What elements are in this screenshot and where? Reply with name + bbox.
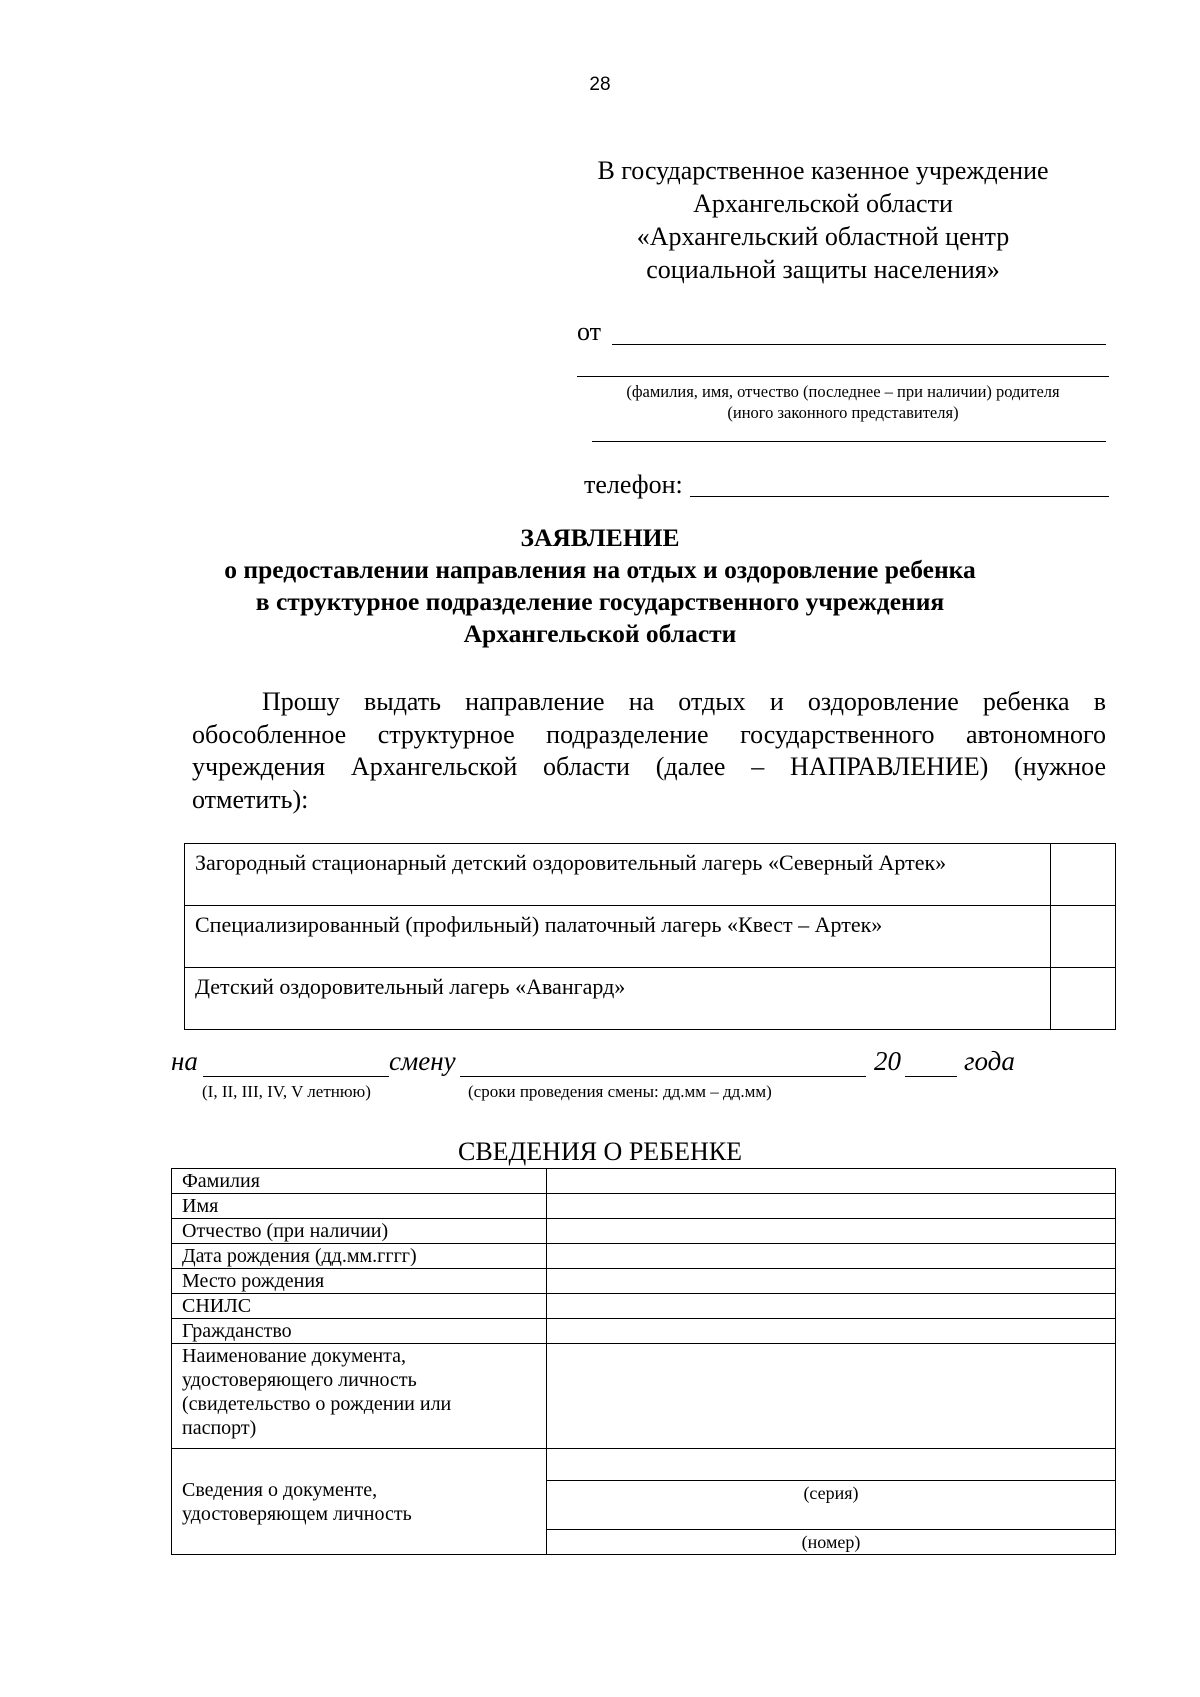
field-value[interactable] [547, 1344, 1116, 1449]
request-paragraph: Прошу выдать направление на отдых и оздоровление ребенка в обособленное структурное подразделение государственного автономного учреждения Архангельской области (далее – НАПРАВЛЕНИЕ) (нужное отметить): [192, 687, 1106, 814]
addressee-line: В государственное казенное учреждение [597, 156, 1049, 185]
field-label: Имя [172, 1194, 547, 1219]
table-row [185, 968, 1116, 1030]
field-label-line: паспорт) [182, 1417, 257, 1439]
table-row [172, 1194, 1116, 1219]
camp-checkbox[interactable] [1051, 906, 1116, 968]
table-row [172, 1219, 1116, 1244]
field-label: Гражданство [172, 1319, 547, 1344]
from-label: от [577, 317, 602, 346]
camp-name: Специализированный (профильный) палаточный лагерь «Квест – Артек» [185, 906, 1051, 968]
camp-name: Загородный стационарный детский оздоровительный лагерь «Северный Артек» [185, 844, 1051, 906]
document-title [0, 522, 1200, 650]
series-caption: (серия) [547, 1481, 1116, 1530]
shift-caption: (I, II, III, IV, V летнюю) [202, 1082, 371, 1101]
addressee-line: Архангельской области [693, 189, 953, 218]
field-label: СНИЛС [172, 1294, 547, 1319]
addressee-block [568, 154, 1078, 286]
phone-line[interactable] [690, 496, 1109, 497]
table-row [172, 1294, 1116, 1319]
table-row [172, 1449, 1116, 1481]
field-label-line: удостоверяющего личность [182, 1369, 417, 1391]
title-line: о предоставлении направления на отдых и оздоровление ребенка [224, 555, 976, 584]
year-goda-label: года [964, 1046, 1015, 1076]
child-info-table [171, 1168, 1116, 1555]
field-value[interactable] [547, 1219, 1116, 1244]
field-value[interactable] [547, 1269, 1116, 1294]
from-name-line[interactable] [612, 344, 1106, 345]
field-value[interactable] [547, 1294, 1116, 1319]
document-series-field[interactable] [547, 1449, 1116, 1481]
table-row [172, 1244, 1116, 1269]
from-caption [577, 381, 1109, 423]
field-label [172, 1344, 547, 1449]
field-value[interactable] [547, 1244, 1116, 1269]
field-label-line: Сведения о документе, [182, 1478, 378, 1501]
field-value[interactable] [547, 1194, 1116, 1219]
title-heading: ЗАЯВЛЕНИЕ [520, 523, 680, 552]
field-label: Место рождения [172, 1269, 547, 1294]
year-line[interactable] [905, 1076, 957, 1077]
field-label-line: (свидетельство о рождении или [182, 1393, 452, 1415]
addressee-line: социальной защиты населения» [646, 255, 1000, 284]
addressee-line: «Архангельский областной центр [636, 222, 1010, 251]
field-label-line: удостоверяющем личность [182, 1502, 412, 1525]
number-caption: (номер) [547, 1530, 1116, 1555]
from-caption-line: (фамилия, имя, отчество (последнее – при наличии) родителя [626, 382, 1060, 401]
table-row [172, 1169, 1116, 1194]
table-row [172, 1319, 1116, 1344]
field-label: Отчество (при наличии) [172, 1219, 547, 1244]
from-name-line-2[interactable] [577, 376, 1109, 377]
field-label [172, 1449, 547, 1555]
from-caption-line: (иного законного представителя) [727, 403, 959, 422]
field-label: Дата рождения (дд.мм.гггг) [172, 1244, 547, 1269]
title-line: Архангельской области [463, 619, 737, 648]
title-line: в структурное подразделение государственного учреждения [255, 587, 945, 616]
page-number: 28 [589, 74, 611, 95]
field-label-line: Наименование документа, [182, 1345, 407, 1367]
table-row [172, 1269, 1116, 1294]
shift-na-label: на [171, 1046, 198, 1076]
dates-caption: (сроки проведения смены: дд.мм – дд.мм) [468, 1082, 772, 1101]
year-prefix: 20 [874, 1046, 901, 1076]
child-section-title: СВЕДЕНИЯ О РЕБЕНКЕ [457, 1137, 742, 1166]
camps-table [184, 843, 1116, 1030]
shift-dates-line[interactable] [460, 1076, 866, 1077]
camp-checkbox[interactable] [1051, 844, 1116, 906]
table-row [185, 844, 1116, 906]
shift-smenu-label: смену [389, 1046, 456, 1076]
phone-label: телефон: [584, 470, 683, 499]
table-row [185, 906, 1116, 968]
field-label: Фамилия [172, 1169, 547, 1194]
camp-checkbox[interactable] [1051, 968, 1116, 1030]
shift-number-line[interactable] [203, 1076, 389, 1077]
table-row [172, 1344, 1116, 1449]
camp-name: Детский оздоровительный лагерь «Авангард» [185, 968, 1051, 1030]
from-extra-line[interactable] [592, 441, 1106, 442]
field-value[interactable] [547, 1169, 1116, 1194]
field-value[interactable] [547, 1319, 1116, 1344]
